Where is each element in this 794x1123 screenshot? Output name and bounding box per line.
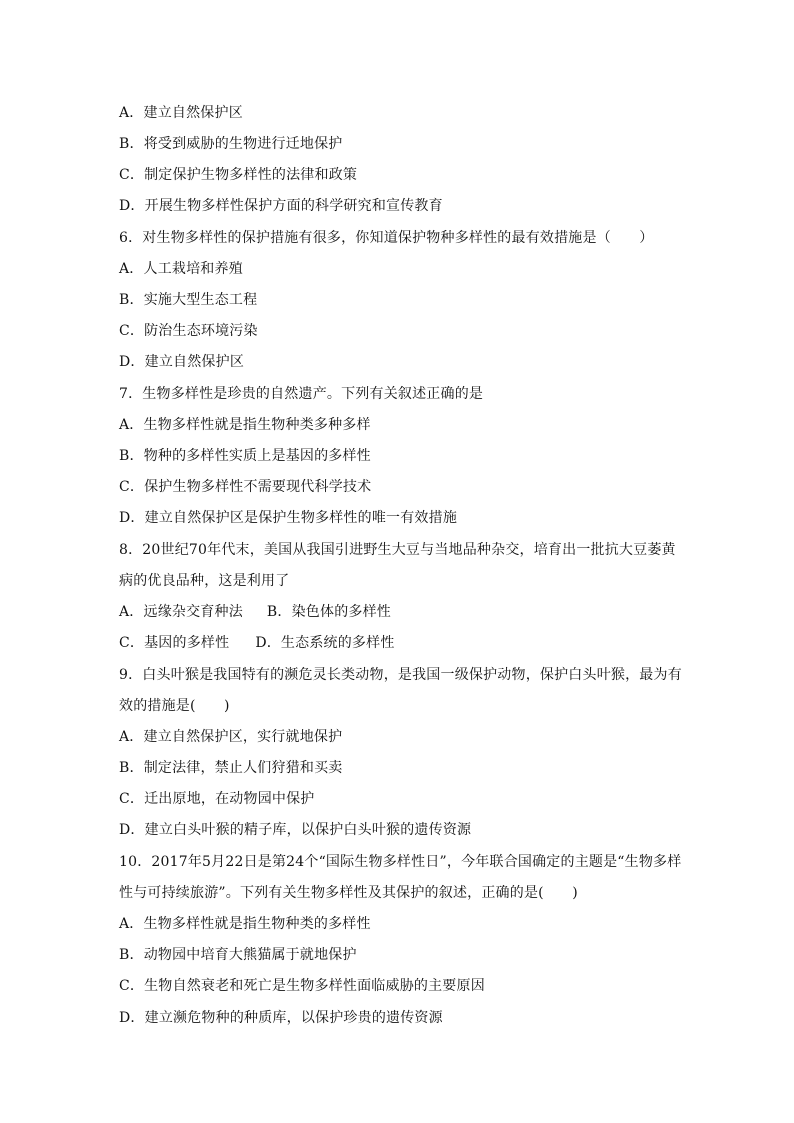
- question-6-stem: 6．对生物多样性的保护措施有很多，你知道保护物种多样性的最有效措施是（ ）: [119, 230, 654, 246]
- option-line: C．防治生态环境污染: [119, 323, 258, 339]
- option-line: A．生物多样性就是指生物种类多种多样: [119, 417, 371, 433]
- option-line: C．制定保护生物多样性的法律和政策: [119, 167, 358, 183]
- option-line: D．建立自然保护区是保护生物多样性的唯一有效措施: [119, 510, 458, 526]
- option-line: A．人工栽培和养殖: [119, 261, 243, 277]
- option-d: D．生态系统的多样性: [255, 635, 395, 651]
- q8-options-row-1: [119, 603, 391, 621]
- question-8-stem: 8．20世纪70年代末，美国从我国引进野生大豆与当地品种杂交，培育出一批抗大豆萎黄: [119, 542, 676, 558]
- question-10-stem: 10．2017年5月22日是第24个“国际生物多样性日”，今年联合国确定的主题是“生物多样: [119, 854, 682, 870]
- option-line: C．保护生物多样性不需要现代科学技术: [119, 479, 372, 495]
- option-line: D．建立白头叶猴的精子库，以保护白头叶猴的遗传资源: [119, 822, 472, 838]
- option-line: B．物种的多样性实质上是基因的多样性: [119, 448, 371, 464]
- option-line: D．建立自然保护区: [119, 354, 245, 370]
- option-line: D．建立濒危物种的种质库，以保护珍贵的遗传资源: [119, 1010, 443, 1026]
- option-line: C．生物自然衰老和死亡是生物多样性面临威胁的主要原因: [119, 978, 485, 994]
- question-9-stem-cont: 效的措施是( ): [119, 698, 230, 714]
- option-line: B．实施大型生态工程: [119, 292, 258, 308]
- option-line: B．将受到威胁的生物进行迁地保护: [119, 136, 343, 152]
- option-b: B．染色体的多样性: [266, 604, 392, 620]
- question-8-stem-cont: 病的优良品种，这是利用了: [119, 573, 290, 589]
- option-line: A．生物多样性就是指生物种类的多样性: [119, 916, 371, 932]
- option-line: A．建立自然保护区: [119, 105, 243, 121]
- option-line: B．动物园中培育大熊猫属于就地保护: [119, 947, 357, 963]
- option-c: C．基因的多样性: [119, 635, 230, 651]
- option-a: A．远缘杂交育种法: [119, 604, 243, 620]
- option-line: B．制定法律，禁止人们狩猎和买卖: [119, 760, 343, 776]
- option-line: A．建立自然保护区，实行就地保护: [119, 729, 343, 745]
- q8-options-row-2: [119, 634, 395, 652]
- option-line: C．迁出原地，在动物园中保护: [119, 791, 315, 807]
- option-line: D．开展生物多样性保护方面的科学研究和宣传教育: [119, 198, 443, 214]
- question-7-stem: 7．生物多样性是珍贵的自然遗产。下列有关叙述正确的是: [119, 386, 484, 402]
- question-9-stem: 9．白头叶猴是我国特有的濒危灵长类动物，是我国一级保护动物，保护白头叶猴，最为有: [119, 667, 682, 683]
- question-10-stem-cont: 性与可持续旅游”。下列有关生物多样性及其保护的叙述，正确的是( ): [119, 885, 578, 901]
